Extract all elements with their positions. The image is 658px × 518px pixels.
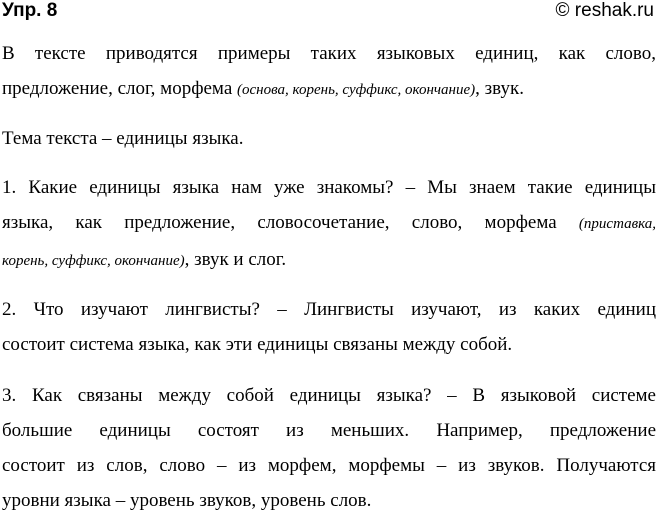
text-run: , звук. <box>475 78 524 99</box>
paragraph-intro <box>2 36 656 108</box>
text-line <box>2 327 656 362</box>
text-run: Тема текста – единицы языка. <box>2 128 244 149</box>
text-run: языка, как предложение, словосочетание, слово, морфема <box>2 212 579 233</box>
text-run: , звук и слог. <box>184 249 287 270</box>
page-header <box>2 0 654 26</box>
text-line <box>2 170 656 205</box>
italic-note: корень, суффикс, окончание) <box>2 253 185 269</box>
paragraph-question-1 <box>2 170 656 279</box>
text-run: предложение, слог, морфема <box>2 78 238 99</box>
text-line <box>2 413 656 448</box>
italic-note: (приставка, <box>578 216 656 232</box>
text-run: уровни языка – уровень звуков, уровень слов. <box>2 490 372 511</box>
text-run: состоит из слов, слово – из морфем, морфемы – из звуков. Получаются <box>2 455 656 476</box>
text-run: состоит система языка, как эти единицы связаны между собой. <box>2 334 513 355</box>
paragraph-theme <box>2 121 656 156</box>
text-line <box>2 121 656 156</box>
text-run: 3. Как связаны между собой единицы языка? – В языковой системе <box>2 385 656 406</box>
text-line <box>2 71 656 108</box>
text-line <box>2 242 656 279</box>
paragraph-question-3 <box>2 378 656 518</box>
site-watermark: © reshak.ru <box>555 0 654 21</box>
text-line <box>2 378 656 413</box>
italic-note: (основа, корень, суффикс, окончание) <box>237 82 476 98</box>
text-line <box>2 448 656 483</box>
text-line <box>2 36 656 71</box>
exercise-title: Упр. 8 <box>2 0 58 21</box>
text-line <box>2 483 656 518</box>
text-line <box>2 205 656 242</box>
text-line <box>2 292 656 327</box>
paragraph-question-2 <box>2 292 656 362</box>
text-run: В тексте приводятся примеры таких языковых единиц, как слово, <box>2 43 656 64</box>
text-run: большие единицы состоят из меньших. Например, предложение <box>2 420 656 441</box>
text-run: 1. Какие единицы языка нам уже знакомы? – Мы знаем такие единицы <box>2 177 656 198</box>
text-run: 2. Что изучают лингвисты? – Лингвисты изучают, из каких единиц <box>2 299 656 320</box>
